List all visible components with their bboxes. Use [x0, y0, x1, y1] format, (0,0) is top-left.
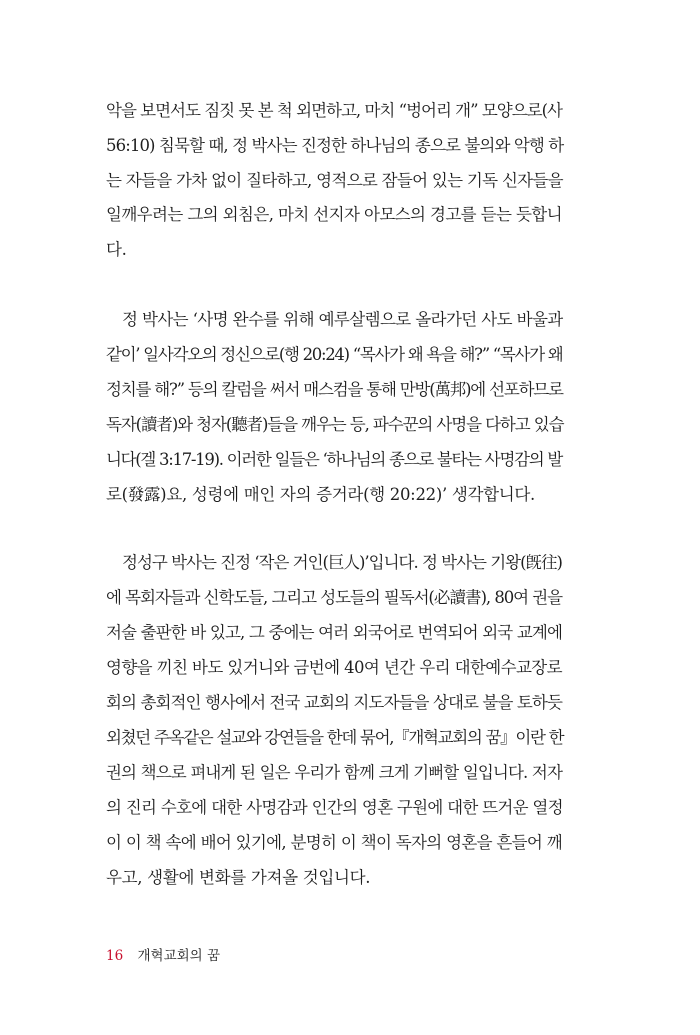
- text-line: 정치를 해?” 등의 칼럼을 써서 매스컴을 통해 만방(萬邦)에 선포하므로: [106, 380, 563, 399]
- page-footer: [106, 947, 220, 965]
- text-line: 정 박사는 ‘사명 완수를 위해 예루살렘으로 올라가던 사도 바울과: [122, 310, 563, 329]
- text-line: 이 이 책 속에 배어 있기에, 분명히 이 책이 독자의 영혼을 흔들어 깨: [106, 833, 562, 852]
- text-line: 우고, 생활에 변화를 가져올 것입니다.: [106, 868, 371, 887]
- text-line: 로(發露)요, 성령에 매인 자의 증거라(행 20:22)’ 생각합니다.: [106, 485, 536, 504]
- text-line: 독자(讀者)와 청자(聽者)들을 깨우는 등, 파수꾼의 사명을 다하고 있습: [106, 415, 564, 434]
- text-line: 정성구 박사는 진정 ‘작은 거인(巨人)’입니다. 정 박사는 기왕(旣往): [122, 553, 562, 572]
- text-line: 저술 출판한 바 있고, 그 중에는 여러 외국어로 번역되어 외국 교계에: [106, 623, 562, 642]
- page-number: 16: [106, 948, 124, 964]
- text-line: 악을 보면서도 짐짓 못 본 척 외면하고, 마치 “벙어리 개” 모양으로(사: [106, 101, 562, 120]
- text-line: 는 자들을 가차 없이 질타하고, 영적으로 잠들어 있는 기독 신자들을: [106, 171, 563, 190]
- running-title: 개혁교회의 꿈: [137, 948, 221, 964]
- text-line: 회의 총회적인 행사에서 전국 교회의 지도자들을 상대로 불을 토하듯: [106, 693, 562, 712]
- text-line: 에 목회자들과 신학도들, 그리고 성도들의 필독서(必讀書), 80여 권을: [106, 588, 562, 607]
- text-line: 영향을 끼친 바도 있거니와 금번에 40여 년간 우리 대한예수교장로: [106, 658, 562, 677]
- text-line: 니다(겔 3:17-19). 이러한 일들은 ‘하나님의 종으로 불타는 사명감의 발: [106, 450, 562, 469]
- text-line: 일깨우려는 그의 외침은, 마치 선지자 아모스의 경고를 듣는 듯합니: [106, 205, 562, 224]
- text-line: 외쳤던 주옥같은 설교와 강연들을 한데 묶어,『개혁교회의 꿈』이란 한: [106, 728, 564, 747]
- text-line: 권의 책으로 펴내게 된 일은 우리가 함께 크게 기뻐할 일입니다. 저자: [106, 763, 562, 782]
- text-line: 다.: [106, 240, 127, 259]
- text-line: 56:10) 침묵할 때, 정 박사는 진정한 하나님의 종으로 불의와 악행 하: [106, 136, 564, 155]
- text-line: 같이’ 일사각오의 정신으로(행 20:24) “목사가 왜 욕을 해?” “목사가 왜: [106, 345, 563, 364]
- text-line: 의 진리 수호에 대한 사명감과 인간의 영혼 구원에 대한 뜨거운 열정: [106, 798, 563, 817]
